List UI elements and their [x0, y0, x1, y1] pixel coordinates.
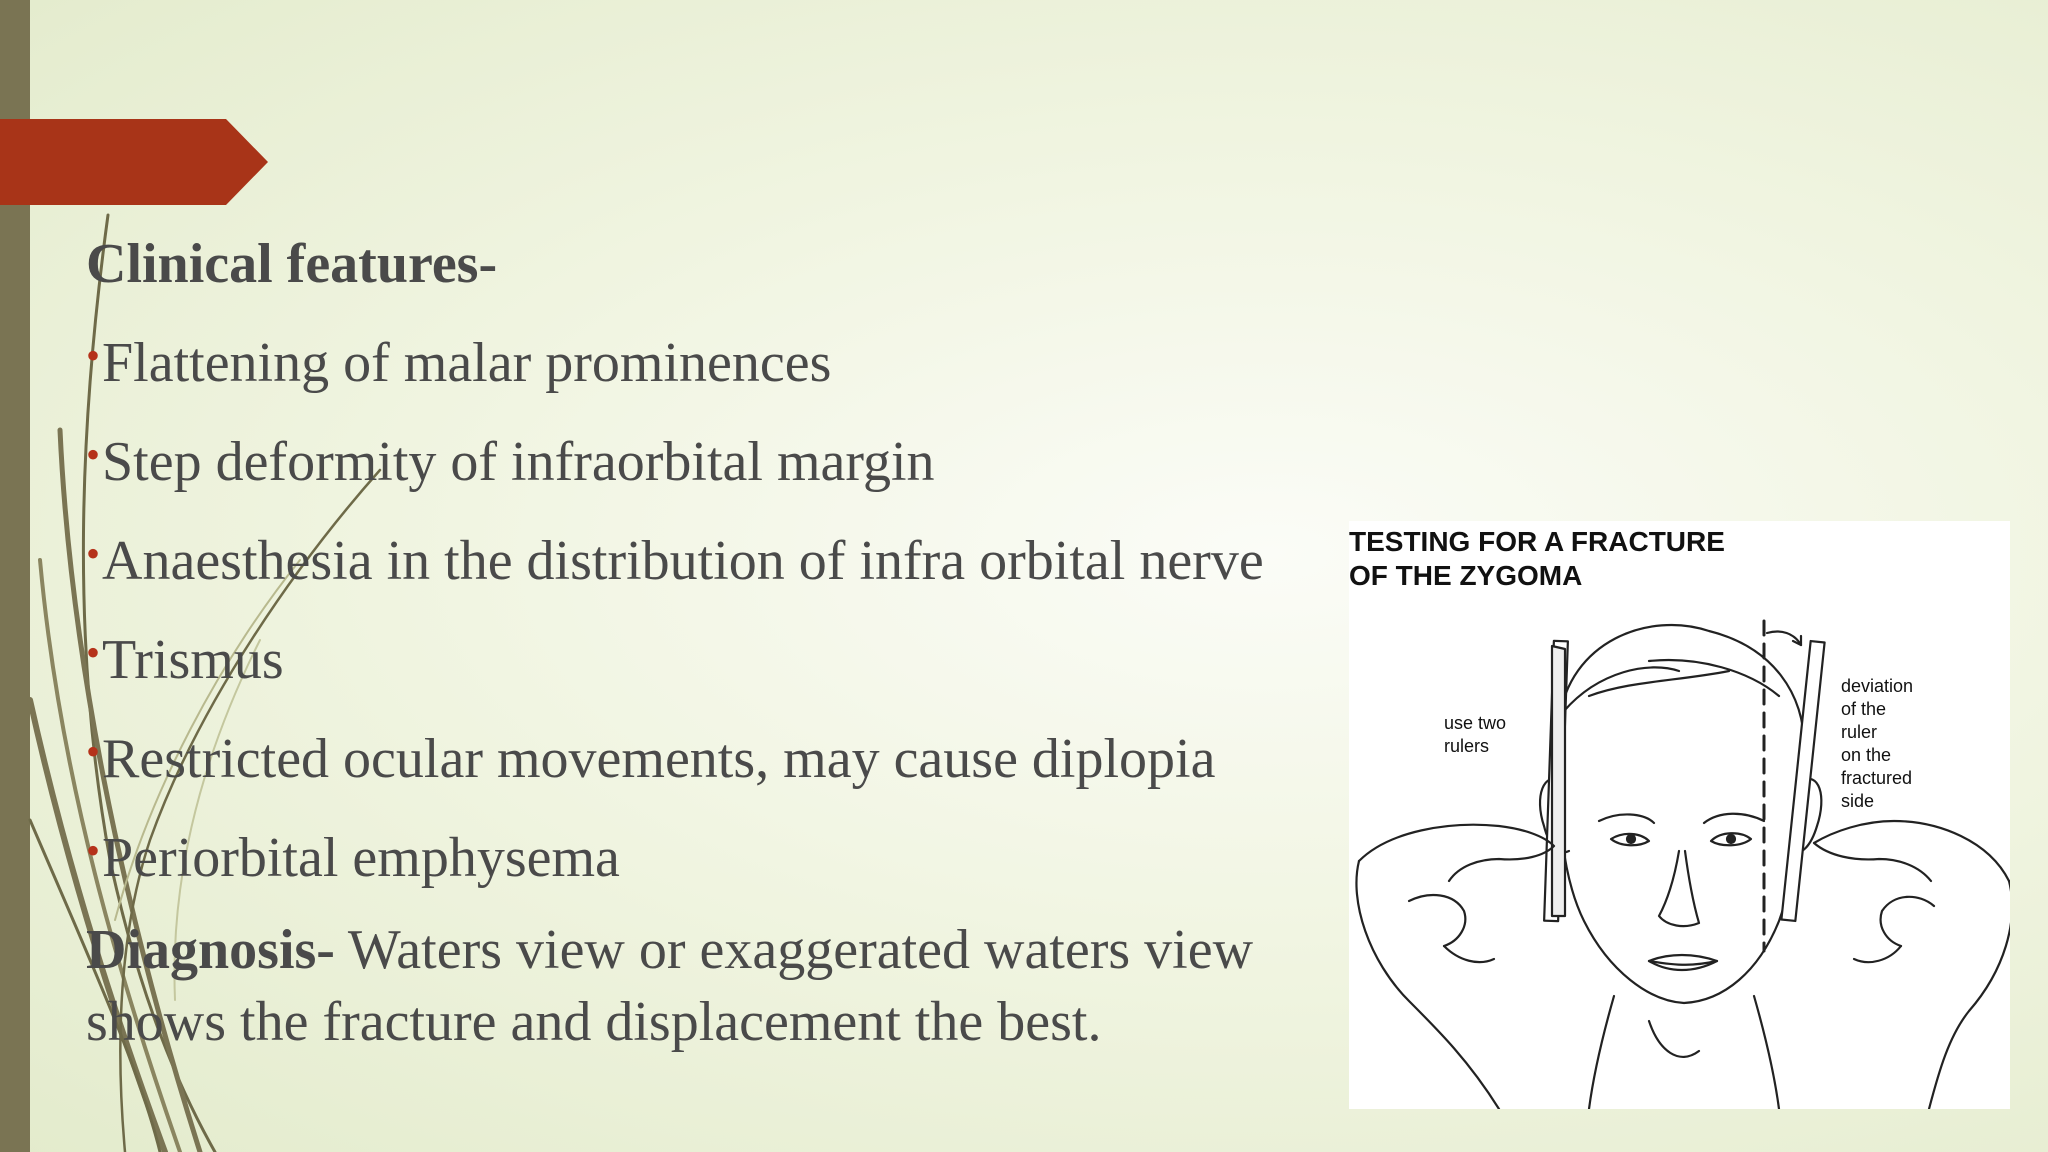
slide-body [86, 228, 1346, 1058]
list-item: •Periorbital emphysema [86, 827, 620, 889]
diagnosis-label: Diagnosis- [86, 919, 335, 981]
face-with-rulers-illustration [1349, 521, 2010, 1109]
figure-label-right: deviation of the ruler on the fractured side [1841, 676, 1914, 811]
list-item: •Trismus [86, 629, 284, 691]
figure-title: TESTING FOR A FRACTURE OF THE ZYGOMA [1349, 526, 1725, 591]
clinical-features-list [86, 320, 1346, 894]
diagnosis-text: Waters view or exaggerated waters view shows the fracture and displacement the best. [86, 919, 1254, 1053]
list-item: •Restricted ocular movements, may cause diplopia [86, 728, 1216, 790]
diagnosis-paragraph [86, 914, 1346, 1058]
list-item: •Flattening of malar prominences [86, 332, 832, 394]
list-item: •Step deformity of infraorbital margin [86, 431, 935, 493]
bullet-icon: • [86, 630, 101, 675]
list-item: •Anaesthesia in the distribution of infra orbital nerve [86, 530, 1264, 592]
bullet-icon: • [86, 432, 101, 477]
bullet-icon: • [86, 828, 101, 873]
bullet-icon: • [86, 333, 101, 378]
section-heading: Clinical features- [86, 233, 498, 295]
figure-label-left: use two rulers [1444, 713, 1507, 756]
bullet-icon: • [86, 729, 101, 774]
title-accent-tag [0, 119, 270, 205]
bullet-icon: • [86, 531, 101, 576]
